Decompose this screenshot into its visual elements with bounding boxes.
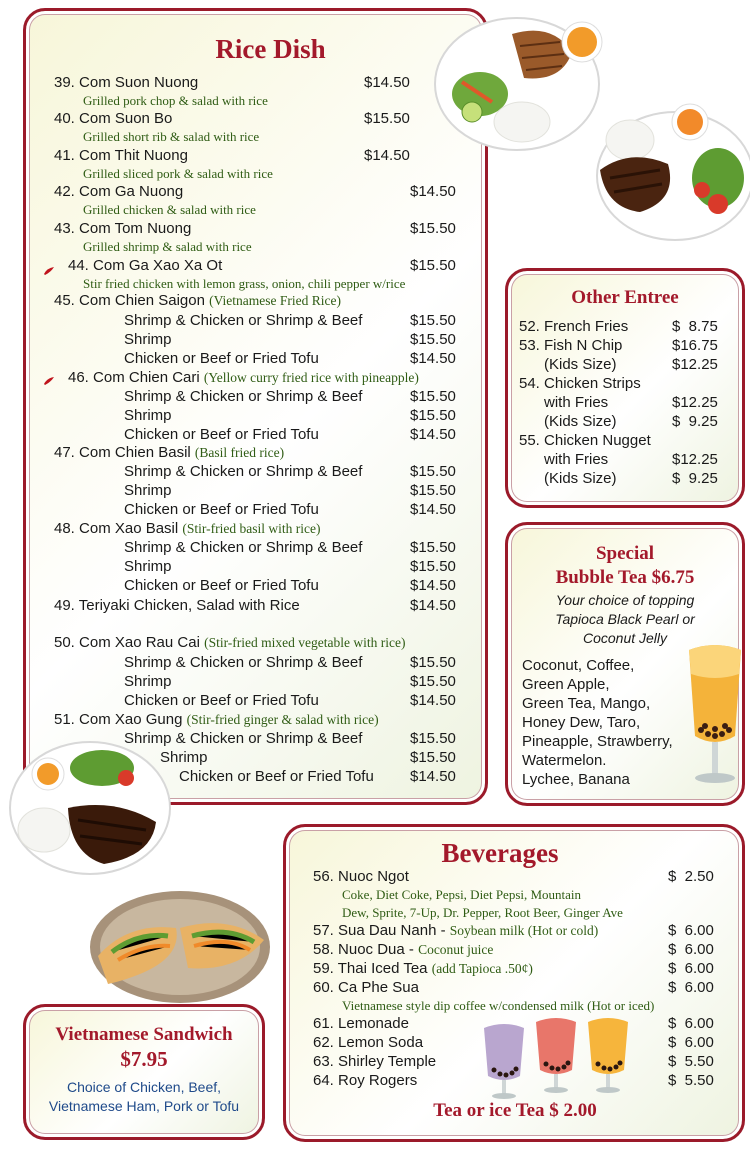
menu-item-price: $ 6.00: [668, 979, 714, 996]
other-entree-title: Other Entree: [571, 287, 679, 308]
menu-item-note: (Stir-fried basil with rice): [182, 521, 321, 536]
menu-item-name: [313, 979, 419, 997]
menu-option-price: $15.50: [410, 463, 456, 480]
menu-item-note: Coconut juice: [418, 942, 494, 957]
menu-item-title: 60. Ca Phe Sua: [313, 979, 419, 996]
menu-item-title: 62. Lemon Soda: [313, 1034, 424, 1051]
menu-item-title: 61. Lemonade: [313, 1015, 409, 1032]
menu-item-name: (Kids Size): [519, 470, 617, 487]
menu-item-price: $15.50: [364, 110, 410, 127]
menu-item-description: Grilled short rib & salad with rice: [83, 129, 260, 144]
tea-price-footer: Tea or ice Tea $ 2.00: [433, 1100, 597, 1121]
menu-option-price: $15.50: [410, 388, 456, 405]
short-rib-plate-image: [6, 738, 174, 878]
menu-item-name: 43. Com Tom Nuong: [54, 220, 192, 237]
bubble-tea-glass-image: [683, 644, 747, 790]
menu-item-price: $ 8.75: [672, 318, 718, 335]
menu-item-name: [68, 369, 419, 387]
menu-item-note: (Basil fried rice): [194, 445, 285, 460]
menu-option-price: $15.50: [410, 407, 456, 424]
menu-item-description: Grilled pork chop & salad with rice: [83, 93, 268, 108]
menu-item-name: 44. Com Ga Xao Xa Ot: [68, 257, 223, 274]
menu-option-name: Shrimp & Chicken or Shrimp & Beef: [124, 539, 363, 556]
menu-option-name: Shrimp & Chicken or Shrimp & Beef: [124, 388, 363, 405]
menu-option-name: Shrimp: [124, 558, 172, 575]
menu-item-price: $ 9.25: [672, 470, 718, 487]
menu-option-price: $15.50: [410, 312, 456, 329]
menu-option-name: Shrimp & Chicken or Shrimp & Beef: [124, 654, 363, 671]
flavor-name: Pineapple, Strawberry,: [522, 733, 673, 750]
sandwich-description: Choice of Chicken, Beef,: [66, 1079, 222, 1095]
menu-item-name: 55. Chicken Nugget: [519, 432, 651, 449]
menu-option-price: $15.50: [410, 673, 456, 690]
menu-option-name: Chicken or Beef or Fried Tofu: [124, 577, 319, 594]
menu-option-name: Chicken or Beef or Fried Tofu: [124, 501, 319, 518]
menu-item-note: Soybean milk (Hot or cold): [449, 923, 599, 938]
menu-option-price: $14.50: [410, 501, 456, 518]
menu-item-title: 51. Com Xao Gung: [54, 711, 183, 728]
menu-item-price: $12.25: [672, 451, 718, 468]
menu-item-name: 39. Com Suon Nuong: [54, 74, 199, 91]
menu-item-title: 48. Com Xao Basil: [54, 520, 179, 537]
flavor-name: Honey Dew, Taro,: [522, 714, 641, 731]
menu-item-name: (Kids Size): [519, 356, 617, 373]
menu-item-name: [54, 444, 284, 462]
menu-option-price: $15.50: [410, 539, 456, 556]
menu-option-name: Chicken or Beef or Fried Tofu: [124, 350, 319, 367]
menu-item-price: $12.25: [672, 394, 718, 411]
menu-item-note: (Stir-fried ginger & salad with rice): [186, 712, 379, 727]
menu-option-price: $15.50: [410, 730, 456, 747]
menu-option-name: Shrimp & Chicken or Shrimp & Beef: [124, 312, 363, 329]
menu-item-title: 46. Com Chien Cari: [68, 369, 200, 386]
chili-pepper-icon: [43, 376, 55, 386]
menu-option-name: Chicken or Beef or Fried Tofu: [124, 426, 319, 443]
menu-item-title: 57. Sua Dau Nanh -: [313, 922, 450, 939]
menu-item-name: 41. Com Thit Nuong: [54, 147, 188, 164]
menu-item-name: 54. Chicken Strips: [519, 375, 641, 392]
menu-item-name: 52. French Fries: [519, 318, 629, 335]
grilled-pork-plate-image: [432, 12, 607, 152]
menu-item-price: $15.50: [410, 257, 456, 274]
menu-item-title: 50. Com Xao Rau Cai: [54, 634, 200, 651]
menu-item-price: $14.50: [410, 183, 456, 200]
bubble-tea-title-special: Special: [595, 543, 655, 564]
menu-option-name: Chicken or Beef or Fried Tofu: [179, 768, 374, 785]
menu-option-price: $14.50: [410, 692, 456, 709]
menu-item-description: Grilled shrimp & salad with rice: [83, 239, 252, 254]
menu-option-name: Shrimp & Chicken or Shrimp & Beef: [124, 463, 363, 480]
banh-mi-basket-image: [88, 888, 273, 1006]
menu-item-note: (Stir-fried mixed vegetable with rice): [204, 635, 406, 650]
menu-option-price: $15.50: [410, 749, 456, 766]
menu-item-name: [313, 922, 598, 940]
menu-item-price: $16.75: [672, 337, 718, 354]
flavor-name: Green Tea, Mango,: [522, 695, 651, 712]
menu-item-title: 47. Com Chien Basil: [54, 444, 191, 461]
menu-item-note: (add Tapioca .50¢): [431, 961, 533, 976]
menu-item-note: (Vietnamese Fried Rice): [209, 293, 341, 308]
menu-item-price: $ 6.00: [668, 960, 714, 977]
menu-option-price: $15.50: [410, 558, 456, 575]
menu-item-name: with Fries: [519, 451, 609, 468]
menu-item-price: $ 6.00: [668, 1015, 714, 1032]
menu-item-name: [54, 520, 320, 538]
menu-item-description: Stir fried chicken with lemon grass, onion, chili pepper w/rice: [83, 276, 406, 291]
menu-item-title: 45. Com Chien Saigon: [54, 292, 205, 309]
menu-item-name: [54, 634, 405, 652]
menu-option-name: Shrimp & Chicken or Shrimp & Beef: [124, 730, 363, 747]
menu-item-description: Dew, Sprite, 7-Up, Dr. Pepper, Root Beer, Ginger Ave: [342, 905, 623, 920]
menu-item-price: $ 5.50: [668, 1053, 714, 1070]
menu-item-name: 42. Com Ga Nuong: [54, 183, 184, 200]
menu-item-name: [313, 868, 409, 886]
menu-item-price: $12.25: [672, 356, 718, 373]
menu-item-price: $14.50: [364, 147, 410, 164]
menu-item-name: 49. Teriyaki Chicken, Salad with Rice: [54, 597, 300, 614]
menu-item-title: 58. Nuoc Dua -: [313, 941, 419, 958]
menu-item-name: [54, 711, 379, 729]
menu-item-price: $15.50: [410, 220, 456, 237]
menu-item-name: with Fries: [519, 394, 609, 411]
flavor-name: Green Apple,: [522, 676, 610, 693]
sandwich-title: Vietnamese Sandwich: [55, 1024, 233, 1045]
beverages-title: Beverages: [441, 838, 559, 868]
menu-item-price: $14.50: [364, 74, 410, 91]
menu-item-description: Grilled sliced pork & salad with rice: [83, 166, 273, 181]
menu-item-name: [313, 1072, 417, 1090]
menu-option-price: $15.50: [410, 331, 456, 348]
menu-item-note: (Yellow curry fried rice with pineapple): [203, 370, 419, 385]
menu-item-name: 40. Com Suon Bo: [54, 110, 173, 127]
menu-item-description: Vietnamese style dip coffee w/condensed milk (Hot or iced): [342, 998, 655, 1013]
menu-option-price: $14.50: [410, 350, 456, 367]
menu-item-price: $ 5.50: [668, 1072, 714, 1089]
menu-option-name: Shrimp: [124, 407, 172, 424]
menu-item-price: $14.50: [410, 597, 456, 614]
menu-option-price: $14.50: [410, 768, 456, 785]
menu-item-price: $ 2.50: [668, 868, 714, 885]
sandwich-description: Vietnamese Ham, Pork or Tofu: [48, 1098, 240, 1114]
menu-item-title: 63. Shirley Temple: [313, 1053, 437, 1070]
grilled-short-rib-plate-image: [590, 100, 750, 245]
menu-item-name: [313, 941, 493, 959]
menu-option-name: Shrimp: [124, 673, 172, 690]
menu-option-name: Shrimp: [124, 482, 172, 499]
menu-item-title: 56. Nuoc Ngot: [313, 868, 409, 885]
menu-option-name: Shrimp: [160, 749, 208, 766]
menu-item-name: [313, 1015, 409, 1033]
chili-pepper-icon: [43, 266, 55, 276]
menu-item-title: 64. Roy Rogers: [313, 1072, 418, 1089]
rice-dish-title: Rice Dish: [215, 34, 326, 64]
drink-glasses-image: [482, 1018, 642, 1102]
bubble-tea-title-price: Bubble Tea $6.75: [555, 567, 695, 588]
flavor-name: Lychee, Banana: [522, 771, 630, 788]
menu-item-name: 53. Fish N Chip: [519, 337, 623, 354]
menu-item-price: $ 6.00: [668, 941, 714, 958]
menu-option-price: $15.50: [410, 482, 456, 499]
menu-item-name: [313, 960, 533, 978]
sandwich-price: $7.95: [120, 1047, 168, 1071]
menu-item-name: [54, 292, 341, 310]
menu-item-description: Coke, Diet Coke, Pepsi, Diet Pepsi, Mountain: [342, 887, 582, 902]
menu-option-price: $15.50: [410, 654, 456, 671]
menu-option-price: $14.50: [410, 577, 456, 594]
bubble-tea-subtitle: Coconut Jelly: [582, 630, 668, 646]
flavor-name: Watermelon.: [522, 752, 607, 769]
menu-item-price: $ 9.25: [672, 413, 718, 430]
menu-option-name: Shrimp: [124, 331, 172, 348]
menu-option-price: $14.50: [410, 426, 456, 443]
menu-item-price: $ 6.00: [668, 922, 714, 939]
menu-option-name: Chicken or Beef or Fried Tofu: [124, 692, 319, 709]
menu-item-price: $ 6.00: [668, 1034, 714, 1051]
menu-item-name: (Kids Size): [519, 413, 617, 430]
menu-item-name: [313, 1053, 436, 1071]
flavor-name: Coconut, Coffee,: [522, 657, 635, 674]
bubble-tea-subtitle: Tapioca Black Pearl or: [555, 611, 695, 627]
menu-item-title: 59. Thai Iced Tea: [313, 960, 432, 977]
menu-item-description: Grilled chicken & salad with rice: [83, 202, 256, 217]
menu-item-name: [313, 1034, 423, 1052]
bubble-tea-subtitle: Your choice of topping: [555, 592, 695, 608]
